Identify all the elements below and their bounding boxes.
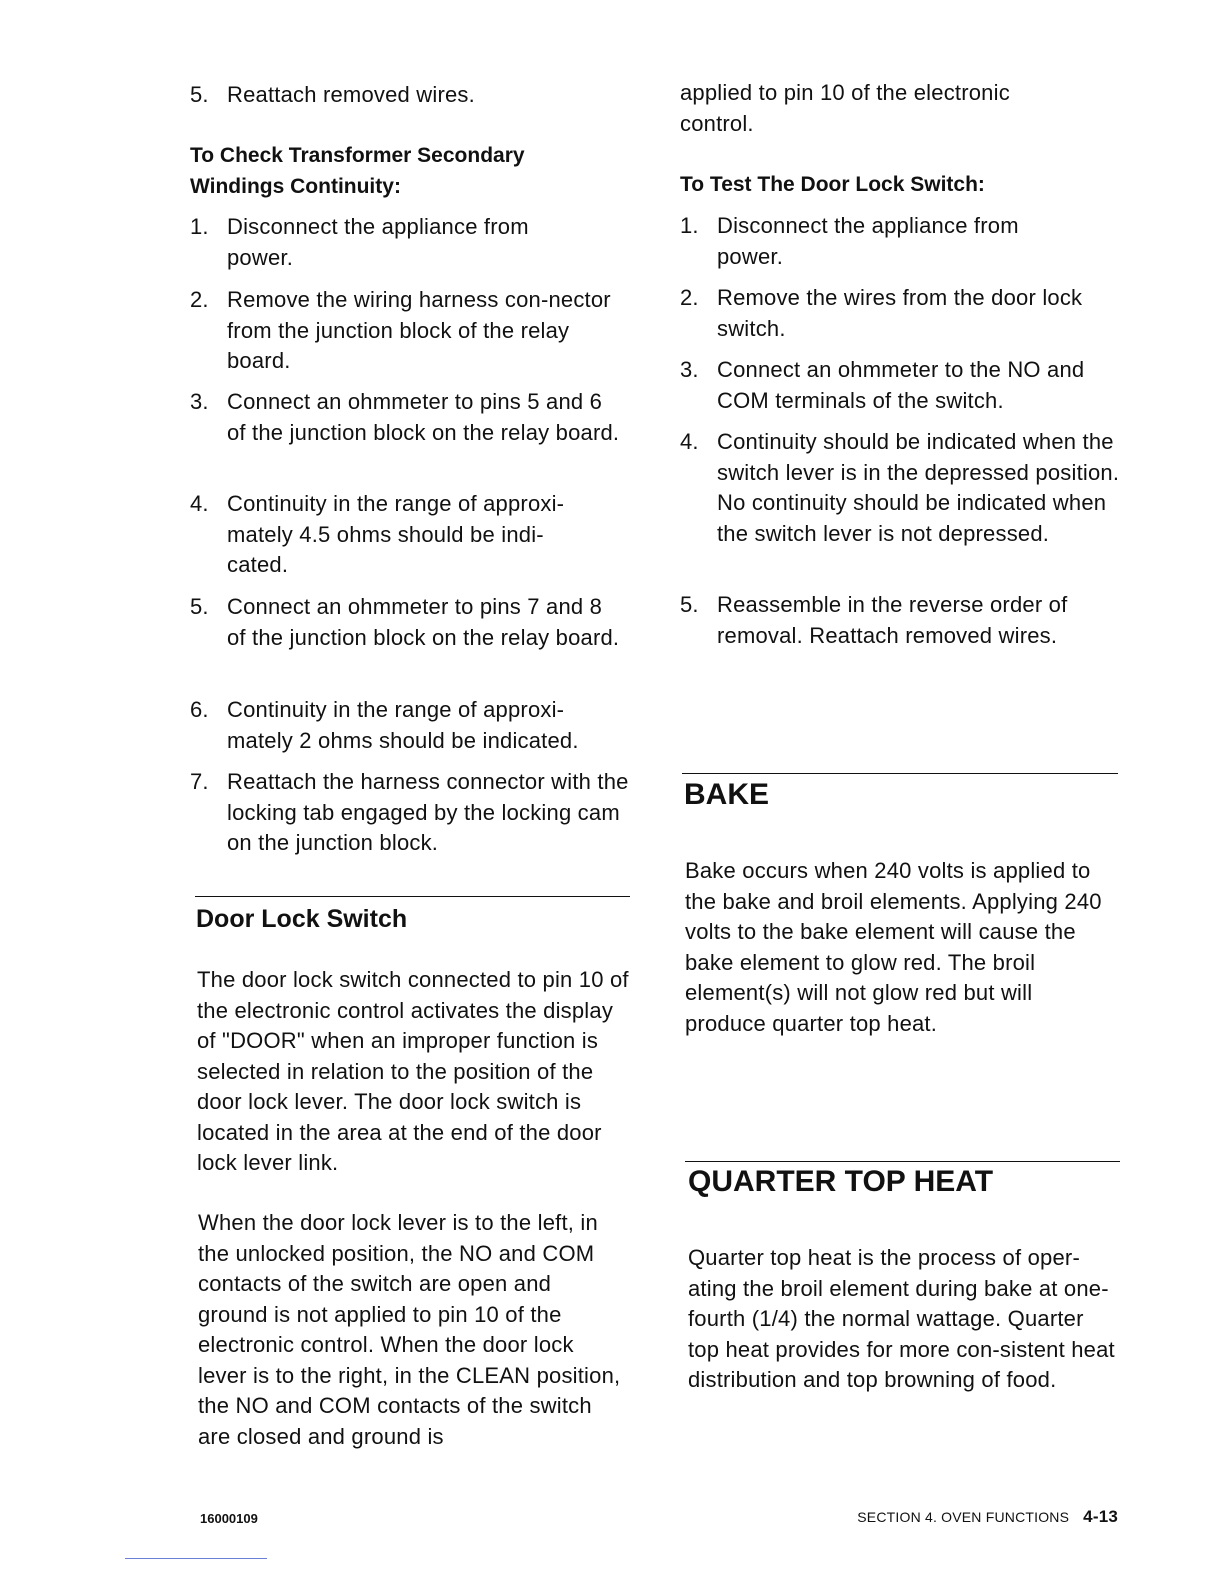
item-text: Remove the wiring harness con-nector from the junction block of the relay board. [227, 287, 611, 373]
item-number: 2. [680, 285, 699, 310]
door-test-heading: To Test The Door Lock Switch: [680, 173, 985, 196]
item-text: Reattach the harness connector with the locking tab engaged by the locking cam on the junction block. [227, 769, 629, 855]
item-number: 6. [190, 697, 209, 722]
item-number: 1. [680, 213, 699, 238]
document-number: 16000109 [200, 1511, 258, 1526]
page-footer [857, 1507, 1118, 1527]
list-item [190, 285, 630, 377]
door-lock-title: Door Lock Switch [196, 905, 408, 933]
item-number: 3. [190, 389, 209, 414]
continuation-text: applied to pin 10 of the electronic control. [680, 80, 1010, 136]
quarter-top-heat-paragraph: Quarter top heat is the process of oper-ating the broil element during bake at one-fourth (1/4) the normal wattage. Quarter top heat provides for more con-sistent heat distribution and top browning of food. [688, 1245, 1115, 1392]
section-divider [682, 773, 1118, 774]
list-item [190, 387, 620, 448]
item-text: Disconnect the appliance from power. [717, 213, 1019, 269]
list-item [190, 212, 590, 273]
item-text: Continuity should be indicated when the switch lever is in the depressed position. No continuity should be indicated when the switch lever is not depressed. [717, 429, 1120, 546]
item-text: Reassemble in the reverse order of removal. Reattach removed wires. [717, 592, 1068, 648]
item-text: Reattach removed wires. [227, 82, 475, 107]
item-number: 5. [680, 592, 699, 617]
item-number: 5. [190, 594, 209, 619]
item-text: Connect an ohmmeter to pins 5 and 6 of the junction block on the relay board. [227, 389, 620, 445]
list-item [680, 590, 1110, 651]
item-number: 1. [190, 214, 209, 239]
item-number: 5. [190, 82, 209, 107]
list-item [680, 427, 1120, 549]
door-lock-paragraph-2: When the door lock lever is to the left, in the unlocked position, the NO and COM contacts of the switch are open and ground is not applied to pin 10 of the electronic control. When the door lock lever is to the right, in the CLEAN position, the NO and COM contacts of the switch are closed and ground is [198, 1210, 621, 1449]
list-item [190, 489, 600, 581]
list-item [190, 767, 640, 859]
item-text: Continuity in the range of approxi-mately 2 ohms should be indicated. [227, 697, 579, 753]
item-number: 2. [190, 287, 209, 312]
scan-edge-line [125, 1558, 267, 1559]
list-item [680, 211, 1070, 272]
quarter-top-heat-title: QUARTER TOP HEAT [688, 1165, 994, 1198]
item-number: 4. [190, 491, 209, 516]
list-item [680, 355, 1120, 416]
item-text: Continuity in the range of approxi-mately 4.5 ohms should be indi-cated. [227, 491, 565, 577]
bake-paragraph: Bake occurs when 240 volts is applied to the bake and broil elements. Applying 240 volts to the bake element will cause the bake element to glow red. The broil element(s) will not glow red but will produce quarter top heat. [685, 858, 1102, 1036]
item-text: Disconnect the appliance from power. [227, 214, 529, 270]
bake-title: BAKE [684, 778, 770, 811]
item-text: Remove the wires from the door lock switch. [717, 285, 1083, 341]
item-text: Connect an ohmmeter to pins 7 and 8 of the junction block on the relay board. [227, 594, 620, 650]
transformer-heading: To Check Transformer Secondary Windings Continuity: [190, 144, 525, 198]
door-lock-paragraph-1: The door lock switch connected to pin 10 of the electronic control activates the display of "DOOR" when an improper function is selected in relation to the position of the door lock lever. The door lock switch is located in the area at the end of the door lock lever link. [197, 967, 629, 1175]
item-text: Connect an ohmmeter to the NO and COM terminals of the switch. [717, 357, 1085, 413]
list-item [190, 695, 630, 756]
section-label: SECTION 4. OVEN FUNCTIONS [857, 1509, 1070, 1525]
list-item [680, 283, 1120, 344]
section-divider [685, 1161, 1120, 1162]
item-number: 3. [680, 357, 699, 382]
item-number: 4. [680, 429, 699, 454]
list-item [190, 80, 640, 111]
page-number: 4-13 [1083, 1507, 1118, 1526]
list-item [190, 592, 620, 653]
section-divider [195, 896, 630, 897]
item-number: 7. [190, 769, 209, 794]
